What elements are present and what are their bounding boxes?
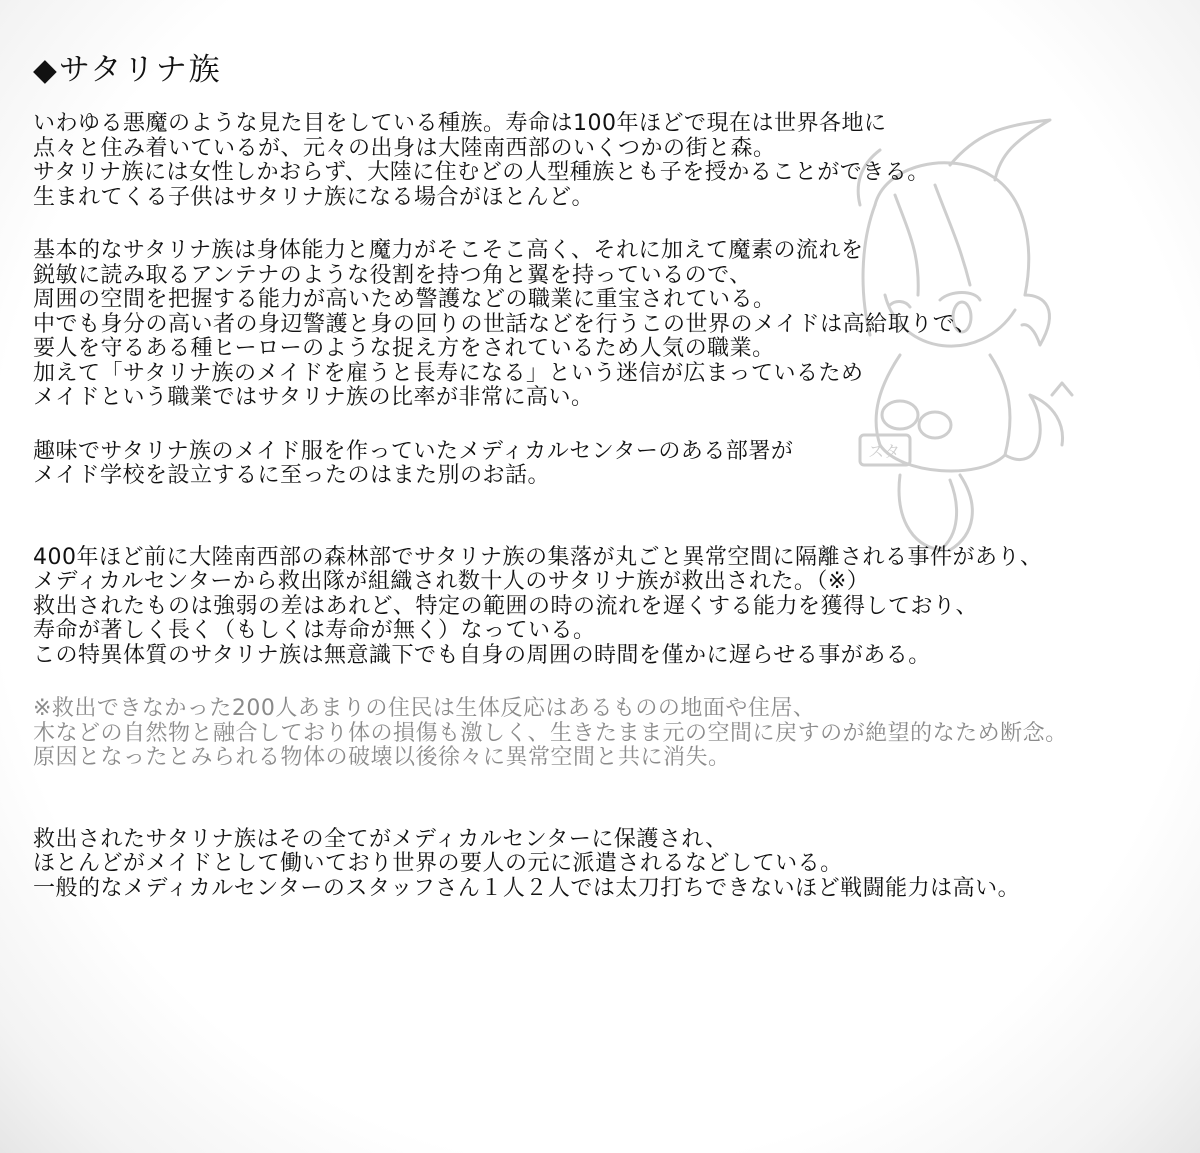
text-line: 寿命が著しく長く（もしくは寿命が無く）なっている。 — [33, 618, 596, 643]
paragraph-abilities — [33, 239, 1173, 411]
illustration-badge-text: スタ — [868, 442, 901, 461]
text-line: 点々と住み着いているが、元々の出身は大陸南西部のいくつかの街と森。 — [33, 135, 776, 161]
document-body — [33, 48, 1173, 930]
page-title: ◆サタリナ族 — [33, 52, 222, 88]
paragraph-footnote — [33, 697, 1173, 771]
text-line: 生まれてくる子供はサタリナ族になる場合がほとんど。 — [33, 184, 594, 210]
text-line: ほとんどがメイドとして働いており世界の要人の元に派遣されるなどしている。 — [33, 851, 843, 876]
text-line: 周囲の空間を把握する能力が高いため警護などの職業に重宝されている。 — [33, 287, 776, 312]
text-line: 基本的なサタリナ族は身体能力と魔力がそこそこ高く、それに加えて魔素の流れを — [33, 238, 864, 263]
text-line: メディカルセンターから救出隊が組織され数十人のサタリナ族が救出された。（※） — [33, 569, 870, 594]
text-line: 加えて「サタリナ族のメイドを雇うと長寿になる」という迷信が広まっているため — [33, 360, 864, 386]
text-line: 400年ほど前に大陸南西部の森林部でサタリナ族の集落が丸ごと異常空間に隔離される事件があり、 — [33, 544, 1043, 570]
text-line: 救出されたものは強弱の差はあれど、特定の範囲の時の流れを遅くする能力を獲得しており、 — [33, 593, 979, 619]
footnote-line: ※救出できなかった200人あまりの住民は生体反応はあるものの地面や住居、 — [33, 696, 816, 721]
paragraph-incident — [33, 546, 1173, 669]
text-line: 中でも身分の高い者の身辺警護と身の回りの世話などを行うこの世界のメイドは高給取りで、 — [33, 311, 978, 337]
text-line: サタリナ族には女性しかおらず、大陸に住むどの人型種族とも子を授かることができる。 — [33, 160, 930, 185]
footnote-line: 原因となったとみられる物体の破壊以後徐々に異常空間と共に消失。 — [33, 745, 731, 770]
footnote-line: 木などの自然物と融合しており体の損傷も激しく、生きたまま元の空間に戻すのが絶望的なため断念。 — [33, 720, 1068, 746]
text-line: 一般的なメディカルセンターのスタッフさん１人２人では太刀打ちできないほど戦闘能力は高い。 — [33, 875, 1021, 901]
text-line: 要人を守るある種ヒーローのような捉え方をされているため人気の職業。 — [33, 336, 775, 361]
paragraph-rescued — [33, 828, 1173, 902]
text-line: 趣味でサタリナ族のメイド服を作っていたメディカルセンターのある部署が — [33, 438, 794, 464]
paragraph-overview — [33, 112, 1173, 210]
text-line: メイド学校を設立するに至ったのはまた別のお話。 — [33, 463, 551, 488]
paragraph-hobby — [33, 440, 1173, 489]
text-line: 救出されたサタリナ族はその全てがメディカルセンターに保護され、 — [33, 826, 728, 852]
text-line: この特異体質のサタリナ族は無意識下でも自身の周囲の時間を僅かに遅らせる事がある。 — [33, 642, 931, 668]
text-line: いわゆる悪魔のような見た目をしている種族。寿命は100年ほどで現在は世界各地に — [33, 111, 887, 136]
text-line: 鋭敏に読み取るアンテナのような役割を持つ角と翼を持っているので、 — [33, 262, 752, 288]
text-line: メイドという職業ではサタリナ族の比率が非常に高い。 — [33, 385, 594, 410]
